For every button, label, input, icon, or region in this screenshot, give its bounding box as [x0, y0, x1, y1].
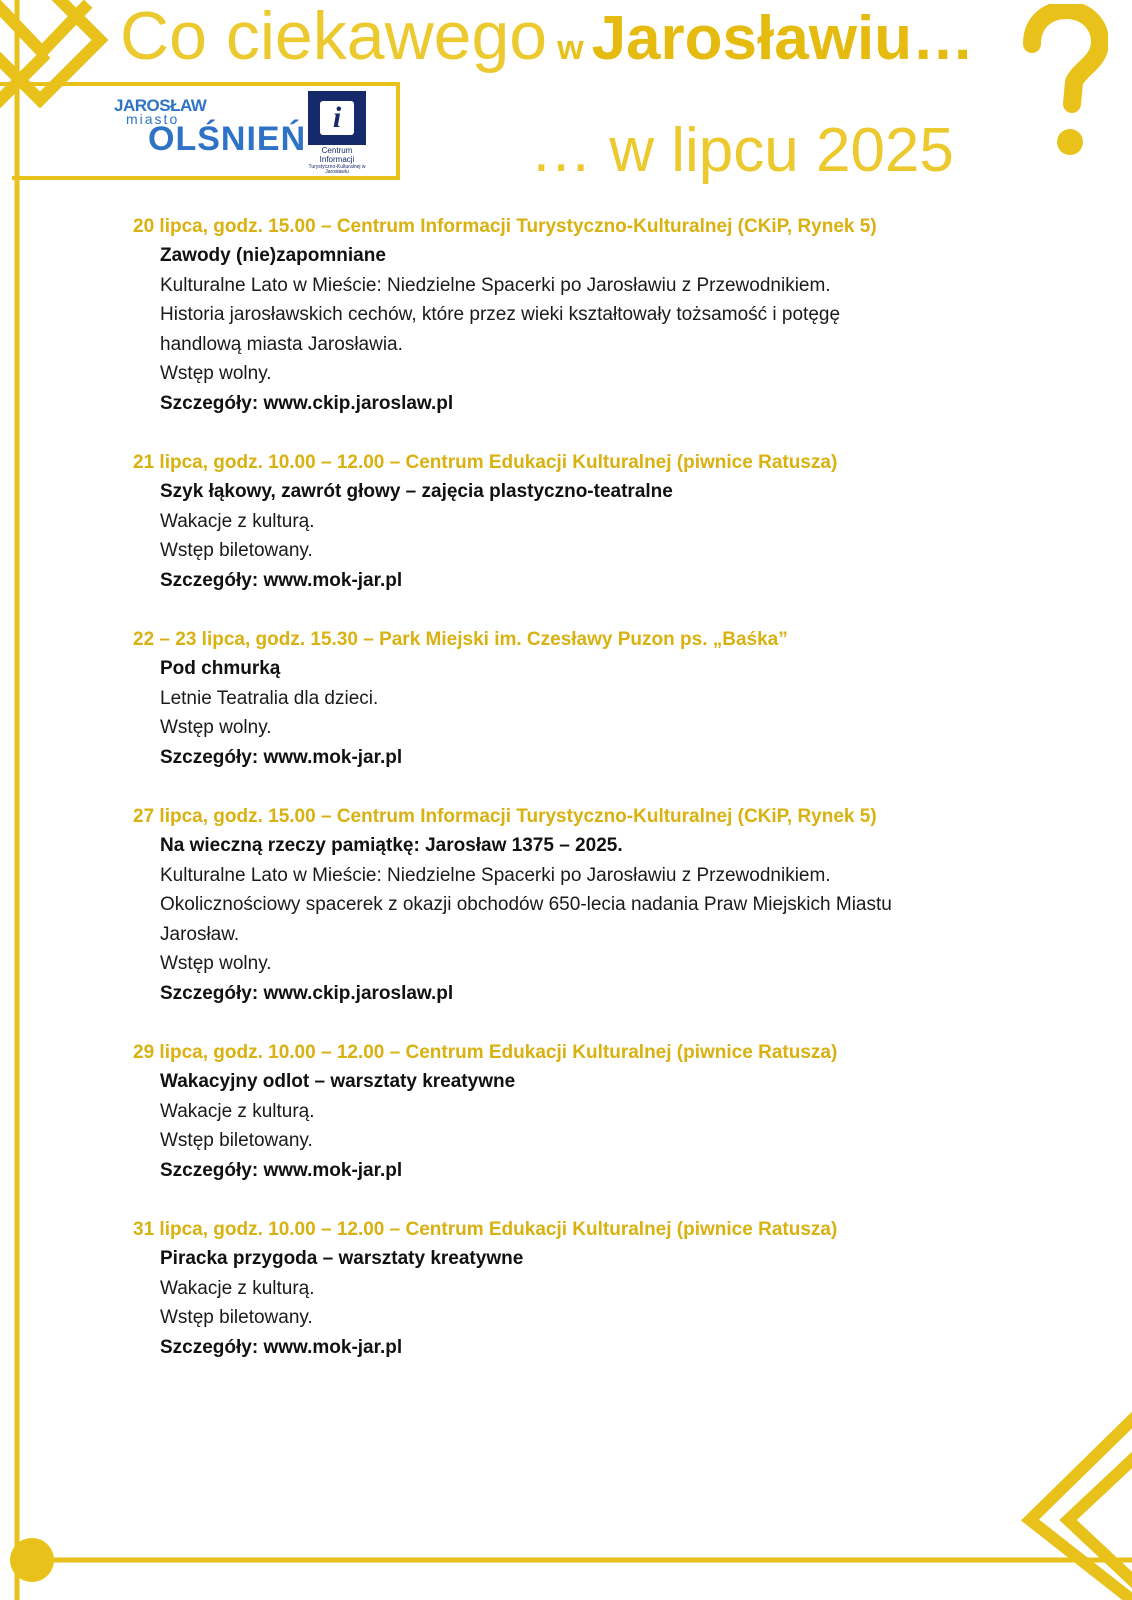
event-description-line: Okolicznościowy spacerek z okazji obchodów 650-lecia nadania Praw Miejskich Miastu	[160, 894, 892, 915]
event-item	[133, 625, 993, 772]
event-details-link[interactable]: Szczegóły: www.ckip.jaroslaw.pl	[160, 982, 454, 1004]
event-description-line: Wstęp wolny.	[160, 717, 272, 738]
event-description-line: Letnie Teatralia dla dzieci.	[160, 687, 379, 709]
event-description-line: handlową miasta Jarosławia.	[160, 333, 403, 355]
question-mark-icon	[1018, 4, 1108, 164]
events-list	[133, 212, 993, 1392]
title-connector: w	[557, 29, 584, 67]
event-date-location: 31 lipca, godz. 10.00 – 12.00 – Centrum Edukacji Kulturalnej (piwnice Ratusza)	[133, 1219, 838, 1240]
event-body	[133, 1067, 993, 1185]
info-logo-caption-small: Turystyczno-Kulturalnej w Jarosławiu	[308, 163, 366, 176]
event-item	[133, 212, 993, 418]
event-date-location: 27 lipca, godz. 15.00 – Centrum Informacji Turystyczno-Kulturalnej (CKiP, Rynek 5)	[133, 806, 877, 827]
event-description-line: Wakacje z kulturą.	[160, 1100, 315, 1122]
page-title	[120, 0, 975, 74]
bottom-left-dot	[10, 1538, 54, 1582]
event-description-line: Kulturalne Lato w Mieście: Niedzielne Spacerki po Jarosławiu z Przewodnikiem.	[160, 864, 831, 886]
event-body	[133, 477, 993, 595]
event-details-link[interactable]: Szczegóły: www.mok-jar.pl	[160, 1159, 403, 1181]
city-logo-line1: JAROSŁAW	[114, 96, 207, 115]
event-details-link[interactable]: Szczegóły: www.mok-jar.pl	[160, 569, 403, 591]
event-date-location: 29 lipca, godz. 10.00 – 12.00 – Centrum Edukacji Kulturalnej (piwnice Ratusza)	[133, 1042, 838, 1063]
event-date-location: 20 lipca, godz. 15.00 – Centrum Informacji Turystyczno-Kulturalnej (CKiP, Rynek 5)	[133, 216, 877, 237]
event-description-line: Historia jarosławskich cechów, które przez wieki kształtowały tożsamość i potęgę	[160, 304, 841, 325]
info-logo-caption: Centrum Informacji	[319, 146, 355, 164]
event-description-line: Kulturalne Lato w Mieście: Niedzielne Spacerki po Jarosławiu z Przewodnikiem.	[160, 274, 831, 296]
city-logo	[114, 96, 307, 162]
event-body	[133, 241, 993, 418]
event-description-line: Wstęp biletowany.	[160, 540, 313, 561]
event-description-line: Wakacje z kulturą.	[160, 510, 315, 532]
event-description-line: Wstęp wolny.	[160, 363, 272, 384]
event-details-link[interactable]: Szczegóły: www.mok-jar.pl	[160, 1336, 403, 1358]
event-description-line: Wstęp biletowany.	[160, 1130, 313, 1151]
event-item	[133, 1215, 993, 1362]
event-body	[133, 654, 993, 772]
event-description-line: Wakacje z kulturą.	[160, 1277, 315, 1299]
event-item	[133, 802, 993, 1008]
event-title: Na wieczną rzeczy pamiątkę: Jarosław 1375 – 2025.	[160, 835, 623, 856]
event-description-line: Wstęp wolny.	[160, 953, 272, 974]
event-date-location: 21 lipca, godz. 10.00 – 12.00 – Centrum Edukacji Kulturalnej (piwnice Ratusza)	[133, 452, 838, 473]
page-subtitle: … w lipcu 2025	[530, 116, 954, 185]
event-item	[133, 1038, 993, 1185]
event-title: Piracka przygoda – warsztaty kreatywne	[160, 1248, 524, 1269]
event-title: Zawody (nie)zapomniane	[160, 245, 386, 266]
info-icon: i	[308, 91, 366, 145]
event-body	[133, 1244, 993, 1362]
event-body	[133, 831, 993, 1008]
event-item	[133, 448, 993, 595]
event-title: Wakacyjny odlot – warsztaty kreatywne	[160, 1071, 516, 1092]
title-city: Jarosławiu…	[591, 4, 975, 73]
city-logo-line3: OLŚNIEŃ	[148, 120, 307, 158]
city-logo-line2: miasto	[126, 111, 180, 127]
event-title: Pod chmurką	[160, 658, 281, 679]
event-details-link[interactable]: Szczegóły: www.mok-jar.pl	[160, 746, 403, 768]
title-prefix: Co ciekawego	[120, 0, 548, 74]
event-title: Szyk łąkowy, zawrót głowy – zajęcia plastyczno-teatralne	[160, 481, 673, 502]
info-center-logo	[306, 91, 368, 176]
event-description-line: Jarosław.	[160, 923, 240, 945]
event-date-location: 22 – 23 lipca, godz. 15.30 – Park Miejski im. Czesławy Puzon ps. „Baśka”	[133, 629, 788, 650]
event-description-line: Wstęp biletowany.	[160, 1307, 313, 1328]
event-details-link[interactable]: Szczegóły: www.ckip.jaroslaw.pl	[160, 392, 454, 414]
